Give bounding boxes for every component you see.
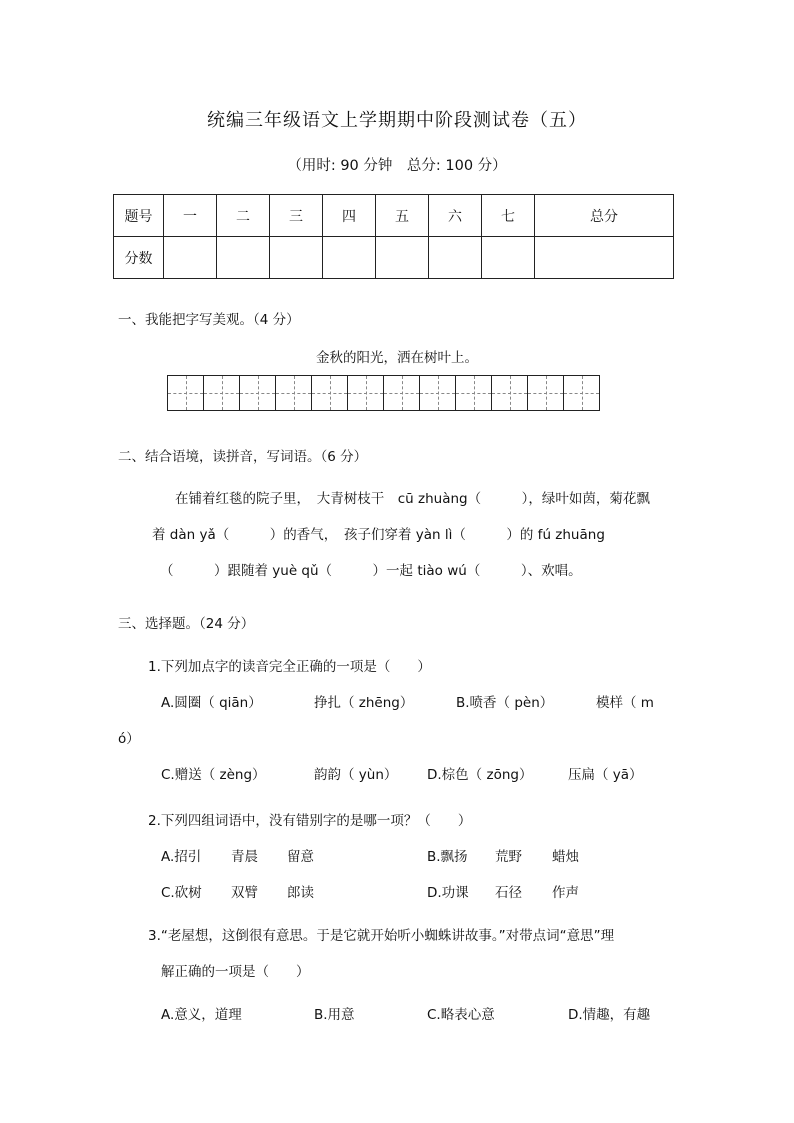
score-header-cell: 六 <box>429 195 482 237</box>
writing-box[interactable] <box>167 375 204 411</box>
writing-box[interactable] <box>563 375 600 411</box>
section2-line: 着 dàn yǎ（ ）的香气， 孩子们穿着 yàn lì（ ）的 fú zhuāng <box>152 527 605 543</box>
q1-option-b-item2: 模样（ m <box>596 695 654 711</box>
q2-option-c-word: 郎读 <box>287 885 314 901</box>
score-entry-cell[interactable] <box>323 237 376 279</box>
q2-option-b-word: 蜡烛 <box>552 849 579 865</box>
writing-box[interactable] <box>311 375 348 411</box>
q2-option-a[interactable]: A.招引 <box>161 849 202 865</box>
q1-option-d[interactable]: D.棕色（ zōng） <box>427 767 533 783</box>
score-header-cell: 三 <box>270 195 323 237</box>
q1-option-c[interactable]: C.赠送（ zèng） <box>161 767 266 783</box>
score-entry-cell[interactable] <box>270 237 323 279</box>
score-header-cell-total: 总分 <box>535 195 674 237</box>
q2-option-d-word: 石径 <box>495 885 522 901</box>
q1-option-b[interactable]: B.喷香（ pèn） <box>456 695 554 711</box>
score-table-header-row <box>114 195 674 237</box>
score-entry-cell[interactable] <box>217 237 270 279</box>
score-header-cell: 题号 <box>114 195 164 237</box>
q2-option-b-word: 荒野 <box>495 849 522 865</box>
q1-option-c-item2: 韵韵（ yùn） <box>314 767 398 783</box>
writing-box[interactable] <box>203 375 240 411</box>
q1-option-d-item2: 压扁（ yā） <box>568 767 643 783</box>
writing-box[interactable] <box>275 375 312 411</box>
q3-option-a[interactable]: A.意义，道理 <box>161 1007 242 1023</box>
section1-heading: 一、我能把字写美观。（4 分） <box>118 312 300 328</box>
writing-box[interactable] <box>419 375 456 411</box>
q3-option-d[interactable]: D.情趣，有趣 <box>568 1007 651 1023</box>
section2-line: （ ）跟随着 yuè qǔ（ ）一起 tiào wú（ ）、欢唱。 <box>160 563 582 579</box>
score-row-label: 分数 <box>114 237 164 279</box>
writing-box[interactable] <box>491 375 528 411</box>
score-entry-cell[interactable] <box>429 237 482 279</box>
score-header-cell: 五 <box>376 195 429 237</box>
q3-option-b[interactable]: B.用意 <box>314 1007 355 1023</box>
exam-time-and-score: （用时: 90 分钟 总分: 100 分） <box>287 158 507 174</box>
q1-option-b-item2-cont: ó） <box>118 731 140 747</box>
writing-box[interactable] <box>239 375 276 411</box>
writing-box[interactable] <box>527 375 564 411</box>
q2-option-b[interactable]: B.飘扬 <box>427 849 468 865</box>
question1-stem: 1.下列加点字的读音完全正确的一项是（ ） <box>148 659 431 675</box>
score-entry-cell[interactable] <box>376 237 429 279</box>
section3-heading: 三、选择题。（24 分） <box>118 616 255 632</box>
section2-heading: 二、结合语境，读拼音，写词语。（6 分） <box>118 449 368 465</box>
section2-line: 在铺着红毯的院子里， 大青树枝干 cū zhuàng（ ），绿叶如茵，菊花飘 <box>175 491 650 507</box>
writing-box[interactable] <box>383 375 420 411</box>
score-header-cell: 一 <box>164 195 217 237</box>
q2-option-c-word: 双臂 <box>231 885 258 901</box>
q2-option-d-word: 作声 <box>552 885 579 901</box>
writing-box[interactable] <box>455 375 492 411</box>
q2-option-a-word: 留意 <box>287 849 314 865</box>
q3-option-c[interactable]: C.略表心意 <box>427 1007 495 1023</box>
score-entry-cell-total[interactable] <box>535 237 674 279</box>
q2-option-a-word: 青晨 <box>231 849 258 865</box>
question2-stem: 2.下列四组词语中，没有错别字的是哪一项？（ ） <box>148 813 472 829</box>
section1-sentence: 金秋的阳光，洒在树叶上。 <box>316 350 478 366</box>
page-title: 统编三年级语文上学期期中阶段测试卷（五） <box>207 110 587 131</box>
score-entry-cell[interactable] <box>482 237 535 279</box>
question3-stem: 3.“老屋想，这倒很有意思。于是它就开始听小蜘蛛讲故事。”对带点词“意思”理 <box>148 928 615 944</box>
score-header-cell: 四 <box>323 195 376 237</box>
question3-stem-cont: 解正确的一项是（ ） <box>161 964 310 980</box>
q2-option-d[interactable]: D.功课 <box>427 885 469 901</box>
writing-grid <box>167 375 600 411</box>
score-header-cell: 二 <box>217 195 270 237</box>
score-table-score-row <box>114 237 674 279</box>
q2-option-c[interactable]: C.砍树 <box>161 885 202 901</box>
q1-option-a[interactable]: A.圆圈（ qiān） <box>161 695 262 711</box>
q1-option-a-item2: 挣扎（ zhēng） <box>314 695 414 711</box>
score-entry-cell[interactable] <box>164 237 217 279</box>
score-header-cell: 七 <box>482 195 535 237</box>
score-table <box>113 194 674 279</box>
writing-box[interactable] <box>347 375 384 411</box>
